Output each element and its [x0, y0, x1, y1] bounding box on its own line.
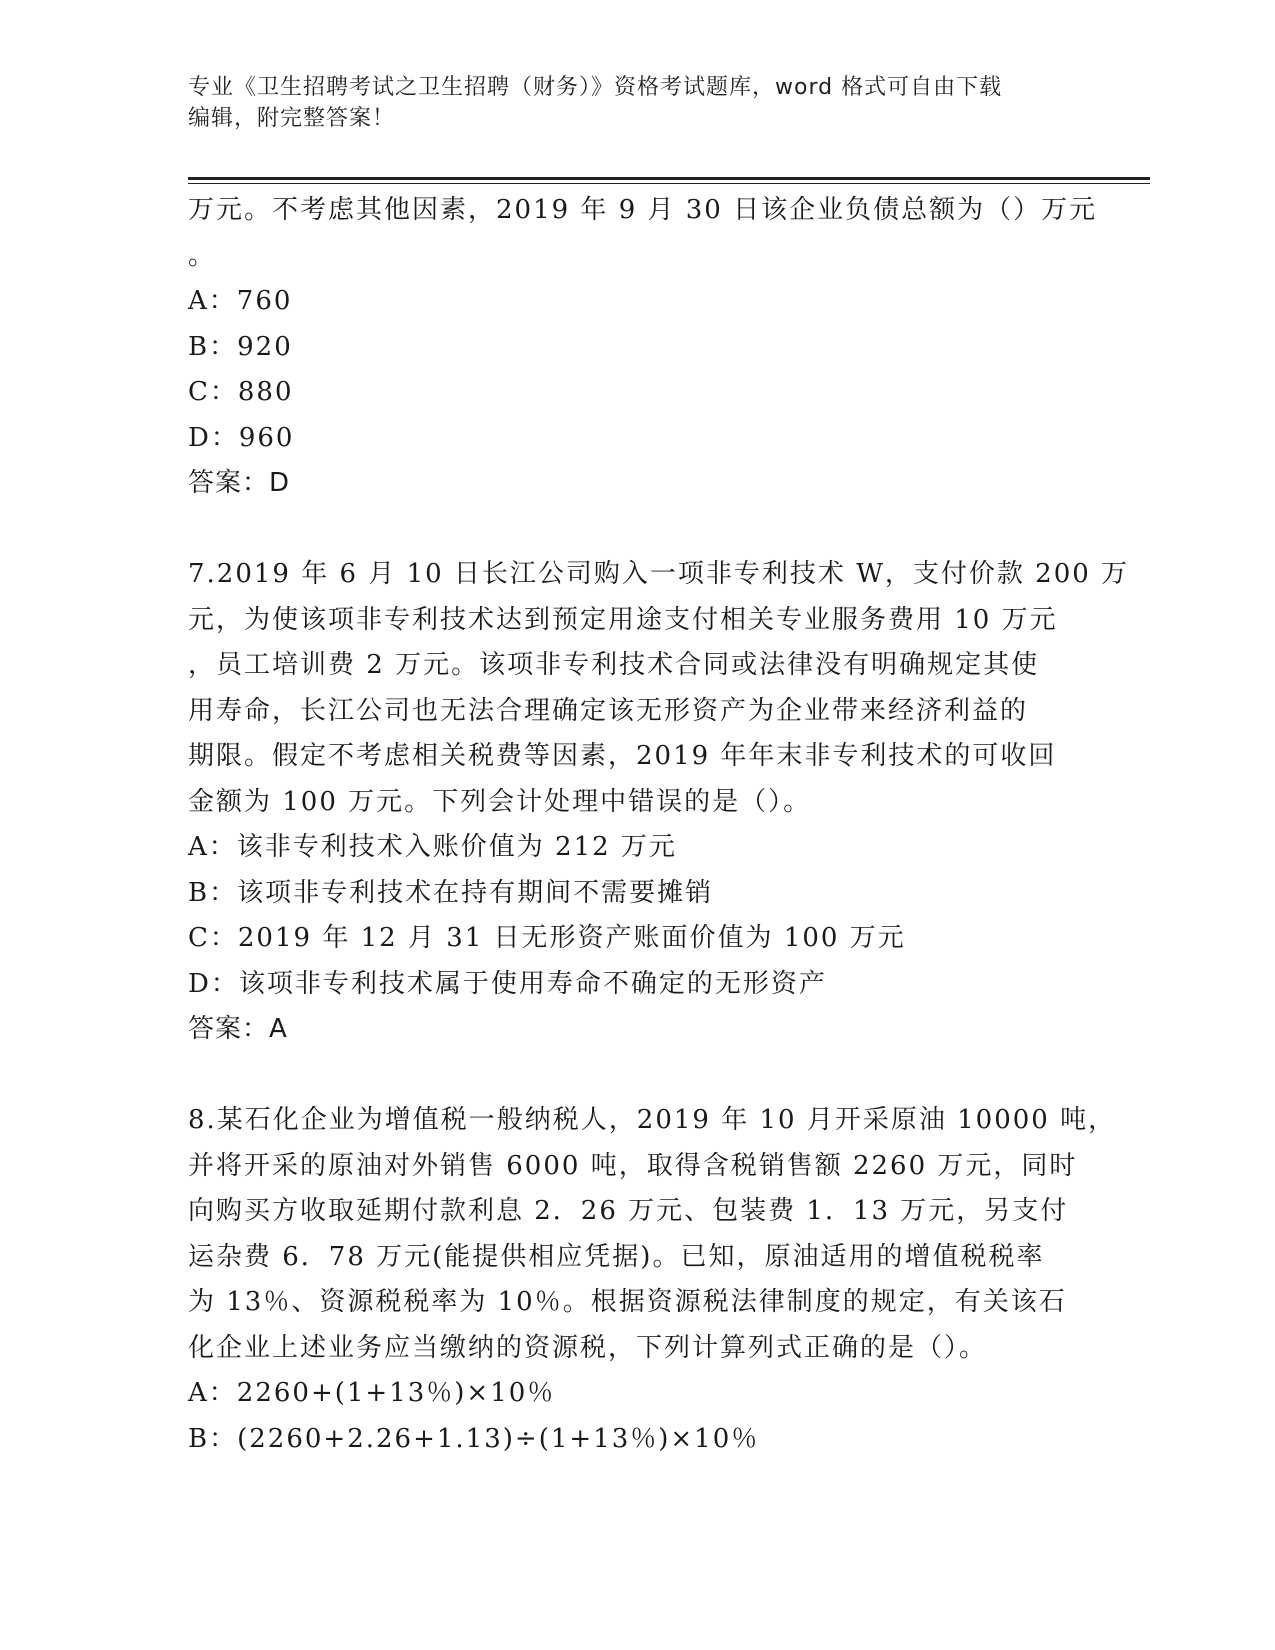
question-text-line: 向购买方收取延期付款利息 2．26 万元、包装费 1．13 万元，另支付 [188, 1196, 1069, 1226]
question-text-line: 用寿命，长江公司也无法合理确定该无形资产为企业带来经济利益的 [188, 695, 1029, 726]
spacer [188, 507, 1068, 553]
option-a: A：2260+(1+13％)×10％ [188, 1378, 556, 1408]
option-b: B：该项非专利技术在持有期间不需要摊销 [188, 877, 714, 908]
option-d: D：960 [188, 422, 295, 453]
question-text-line: ，员工培训费 2 万元。该项非专利技术合同或法律没有明确规定其使 [188, 650, 1040, 680]
option-a: A：760 [188, 286, 293, 316]
option-d: D：该项非专利技术属于使用寿命不确定的无形资产 [188, 968, 827, 999]
question-7 [188, 552, 1130, 1053]
option-c: C：2019 年 12 月 31 日无形资产账面价值为 100 万元 [188, 923, 906, 953]
question-text-line: 化企业上述业务应当缴纳的资源税，下列计算列式正确的是（）。 [188, 1332, 988, 1363]
header-line-2: 编辑，附完整答案！ [188, 106, 396, 131]
question-text-line: 期限。假定不考虑相关税费等因素，2019 年年末非专利技术的可收回 [188, 741, 1057, 771]
document-body [188, 188, 1130, 1462]
page-header [188, 72, 1088, 134]
answer-line: 答案：D [188, 468, 291, 498]
header-rule-thin [188, 183, 1150, 184]
question-text-line: 并将开采的原油对外销售 6000 吨，取得含税销售额 2260 万元，同时 [188, 1150, 1078, 1181]
question-text-line: 8.某石化企业为增值税一般纳税人，2019 年 10 月开采原油 10000 吨， [188, 1105, 1117, 1135]
question-text-line: 运杂费 6．78 万元(能提供相应凭据)。已知，原油适用的增值税税率 [188, 1241, 1045, 1272]
question-text-line: 7.2019 年 6 月 10 日长江公司购入一项非专利技术 W，支付价款 200 万 [188, 559, 1130, 589]
spacer [188, 1053, 1068, 1099]
question-text-line: 为 13％、资源税税率为 10％。根据资源税法律制度的规定，有关该石 [188, 1287, 1067, 1317]
option-b: B：(2260+2.26+1.13)÷(1+13％)×10％ [188, 1423, 760, 1454]
question-8 [188, 1098, 1117, 1462]
question-6 [188, 188, 1098, 507]
option-c: C：880 [188, 377, 294, 407]
option-a: A：该非专利技术入账价值为 212 万元 [188, 832, 677, 862]
header-line-1: 专业《卫生招聘考试之卫生招聘（财务）》资格考试题库，word 格式可自由下载 [188, 75, 1003, 100]
header-rule-thick [188, 177, 1150, 180]
question-text-line: 。 [188, 240, 217, 271]
option-b: B：920 [188, 331, 293, 362]
question-text-line: 元，为使该项非专利技术达到预定用途支付相关专业服务费用 10 万元 [188, 604, 1058, 635]
answer-line: 答案：A [188, 1014, 288, 1044]
question-text-line: 金额为 100 万元。下列会计处理中错误的是（）。 [188, 786, 812, 817]
question-text-line: 万元。不考虑其他因素，2019 年 9 月 30 日该企业负债总额为（）万元 [188, 195, 1098, 225]
